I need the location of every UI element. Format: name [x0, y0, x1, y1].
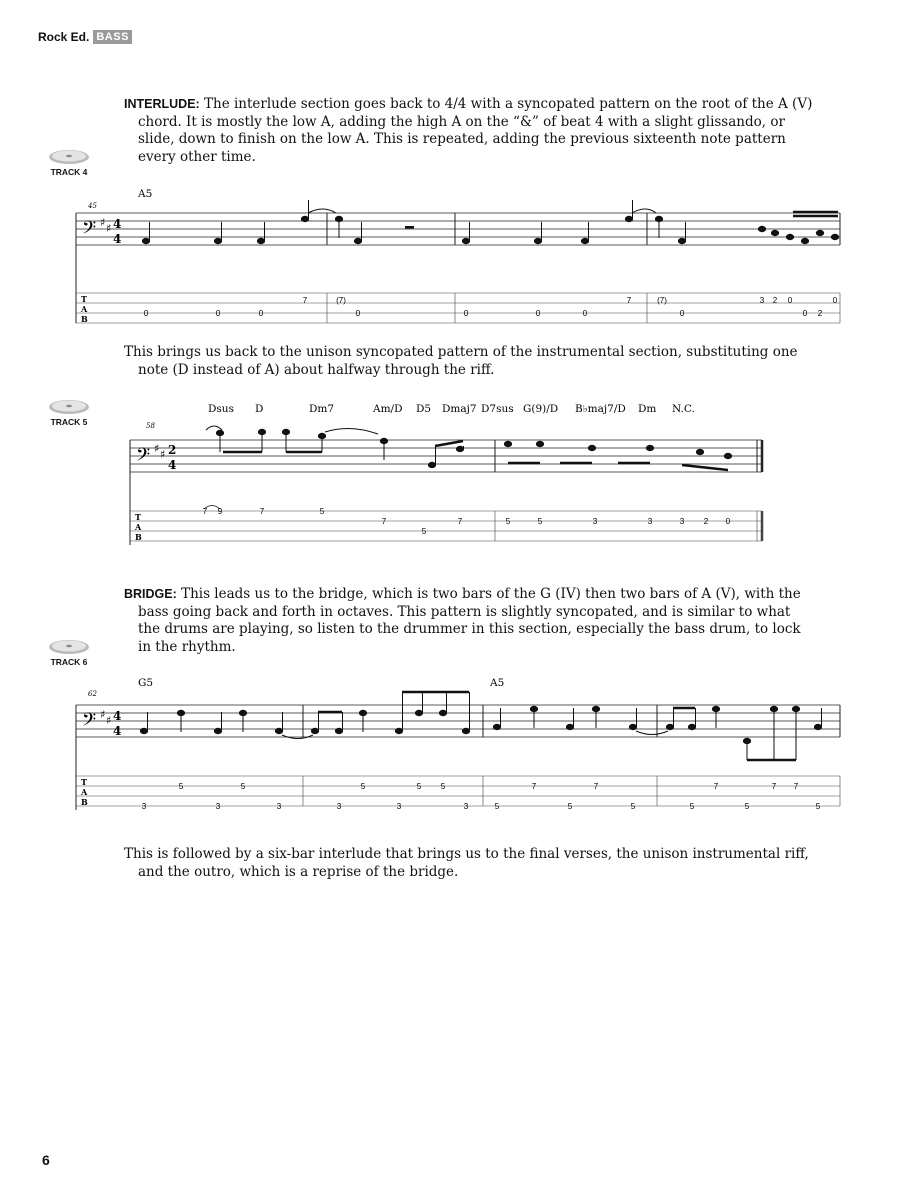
svg-text:5: 5 — [505, 517, 511, 526]
svg-text:7: 7 — [626, 296, 632, 305]
svg-text:5: 5 — [630, 802, 636, 811]
svg-text:0: 0 — [832, 296, 838, 305]
svg-text:0: 0 — [582, 309, 588, 318]
svg-text:5: 5 — [178, 782, 184, 791]
page-number: 6 — [42, 1152, 50, 1168]
svg-text:2: 2 — [772, 296, 778, 305]
track-4-label: TRACK 4 — [50, 167, 88, 177]
instrument-badge: BASS — [93, 30, 132, 44]
svg-text:3: 3 — [396, 802, 402, 811]
svg-text:0: 0 — [258, 309, 264, 318]
staff-lines — [76, 705, 840, 737]
svg-text:5: 5 — [744, 802, 750, 811]
tab-clef-icon: A — [81, 304, 88, 314]
measure-number-58: 58 — [146, 422, 155, 430]
time-signature-icon: 4 — [168, 458, 177, 472]
svg-text:3: 3 — [679, 517, 685, 526]
closing-text: This is followed by a six-bar interlude that brings us to the final verses, the unison instrumental riff, and the outro, which is a reprise of the bridge. — [124, 846, 809, 880]
svg-text:2: 2 — [817, 309, 823, 318]
chord-a5: A5 — [490, 677, 505, 689]
time-signature-icon: 2 — [168, 443, 177, 457]
sharp-icon: ♯ — [100, 216, 106, 229]
svg-text:3: 3 — [647, 517, 653, 526]
tab-clef-icon: A — [135, 522, 142, 532]
tab-clef-icon: T — [81, 777, 87, 787]
svg-text:0: 0 — [215, 309, 221, 318]
svg-text:7: 7 — [713, 782, 719, 791]
interlude-text: The interlude section goes back to 4/4 with a syncopated pattern on the root of the A (V) chord. It is mostly the low A, adding the high A on the “&” of beat 4 with a slight glissando, or slide, down to finish on the low A. This is repeated, adding the previous sixteenth note pattern every other time. — [138, 96, 813, 165]
bridge-text: This leads us to the bridge, which is two bars of the G (IV) then two bars of A (V), with the bass going back and forth in octaves. This pattern is slightly syncopated, and is similar to what the drums are playing, so listen to the drummer in this section, especially the bass drum, to lock in the rhythm. — [138, 586, 801, 655]
svg-text:7: 7 — [531, 782, 537, 791]
svg-text:D7sus: D7sus — [481, 403, 514, 415]
tab-clef-icon: A — [81, 787, 88, 797]
svg-text:5: 5 — [421, 527, 427, 536]
track-6-label: TRACK 6 — [50, 657, 88, 667]
track-5-label: TRACK 5 — [50, 417, 88, 427]
svg-text:2: 2 — [703, 517, 709, 526]
svg-text:Dmaj7: Dmaj7 — [442, 403, 477, 415]
svg-text:5: 5 — [689, 802, 695, 811]
tab-numbers — [142, 782, 821, 811]
svg-text:0: 0 — [535, 309, 541, 318]
svg-text:3: 3 — [592, 517, 598, 526]
svg-text:5: 5 — [494, 802, 500, 811]
svg-text:7: 7 — [771, 782, 777, 791]
measure-number-45: 45 — [88, 202, 97, 210]
bass-clef-icon: 𝄢 — [136, 445, 151, 470]
svg-text:0: 0 — [355, 309, 361, 318]
tab-clef-icon: T — [135, 512, 141, 522]
svg-text:0: 0 — [725, 517, 731, 526]
tab-clef-icon: T — [81, 294, 87, 304]
svg-text:3: 3 — [759, 296, 765, 305]
sharp-icon: ♯ — [154, 442, 160, 455]
svg-text:(7): (7) — [336, 296, 346, 305]
svg-text:5: 5 — [416, 782, 422, 791]
svg-text:0: 0 — [787, 296, 793, 305]
svg-text:5: 5 — [815, 802, 821, 811]
svg-text:G(9)/D: G(9)/D — [523, 403, 559, 415]
svg-text:N.C.: N.C. — [672, 403, 695, 415]
time-signature-icon: 4 — [113, 232, 122, 246]
interlude-heading: INTERLUDE: — [124, 97, 200, 111]
svg-text:5: 5 — [440, 782, 446, 791]
sharp-icon: ♯ — [106, 714, 112, 727]
svg-text:7: 7 — [793, 782, 799, 791]
svg-text:0: 0 — [802, 309, 808, 318]
tab-clef-icon: B — [81, 797, 88, 807]
svg-text:5: 5 — [240, 782, 246, 791]
svg-text:B♭maj7/D: B♭maj7/D — [575, 403, 626, 415]
svg-text:0: 0 — [679, 309, 685, 318]
svg-text:5: 5 — [360, 782, 366, 791]
chord-g5: G5 — [138, 677, 154, 689]
chord-a5: A5 — [138, 188, 153, 200]
tab-clef-icon: B — [135, 532, 142, 542]
svg-text:5: 5 — [319, 507, 325, 516]
svg-text:Dm: Dm — [638, 403, 657, 415]
tab-clef-icon: B — [81, 314, 88, 324]
svg-text:5: 5 — [537, 517, 543, 526]
svg-text:7: 7 — [457, 517, 463, 526]
svg-text:Dm7: Dm7 — [309, 403, 335, 415]
svg-text:3: 3 — [276, 802, 282, 811]
sharp-icon: ♯ — [106, 222, 112, 235]
time-signature-icon: 4 — [113, 217, 122, 231]
tab-lines — [76, 776, 840, 806]
time-signature-icon: 4 — [113, 709, 122, 723]
svg-text:9: 9 — [217, 507, 223, 516]
measure-number-62: 62 — [88, 690, 97, 698]
svg-text:Am/D: Am/D — [373, 403, 403, 415]
sharp-icon: ♯ — [100, 708, 106, 721]
svg-text:D5: D5 — [416, 403, 432, 415]
svg-text:7: 7 — [593, 782, 599, 791]
svg-text:5: 5 — [567, 802, 573, 811]
closing-paragraph — [124, 846, 814, 881]
note-group — [140, 692, 821, 760]
unison-text: This brings us back to the unison syncopated pattern of the instrumental section, substituting one note (D instead of A) about halfway through the riff. — [124, 344, 798, 378]
svg-text:3: 3 — [336, 802, 342, 811]
sharp-icon: ♯ — [160, 448, 166, 461]
svg-text:7: 7 — [302, 296, 308, 305]
svg-text:Dsus: Dsus — [208, 403, 234, 415]
svg-text:7: 7 — [202, 507, 208, 516]
svg-text:7: 7 — [381, 517, 387, 526]
svg-text:0: 0 — [143, 309, 149, 318]
bass-clef-icon: 𝄢 — [82, 218, 97, 243]
svg-text:7: 7 — [259, 507, 265, 516]
bass-clef-icon: 𝄢 — [82, 710, 97, 735]
svg-text:0: 0 — [463, 309, 469, 318]
svg-text:3: 3 — [463, 802, 469, 811]
svg-text:(7): (7) — [657, 296, 667, 305]
book-title: Rock Ed. — [38, 30, 90, 44]
bridge-heading: BRIDGE: — [124, 587, 177, 601]
svg-text:3: 3 — [141, 802, 147, 811]
svg-text:3: 3 — [215, 802, 221, 811]
time-signature-icon: 4 — [113, 724, 122, 738]
svg-text:D: D — [255, 403, 264, 415]
